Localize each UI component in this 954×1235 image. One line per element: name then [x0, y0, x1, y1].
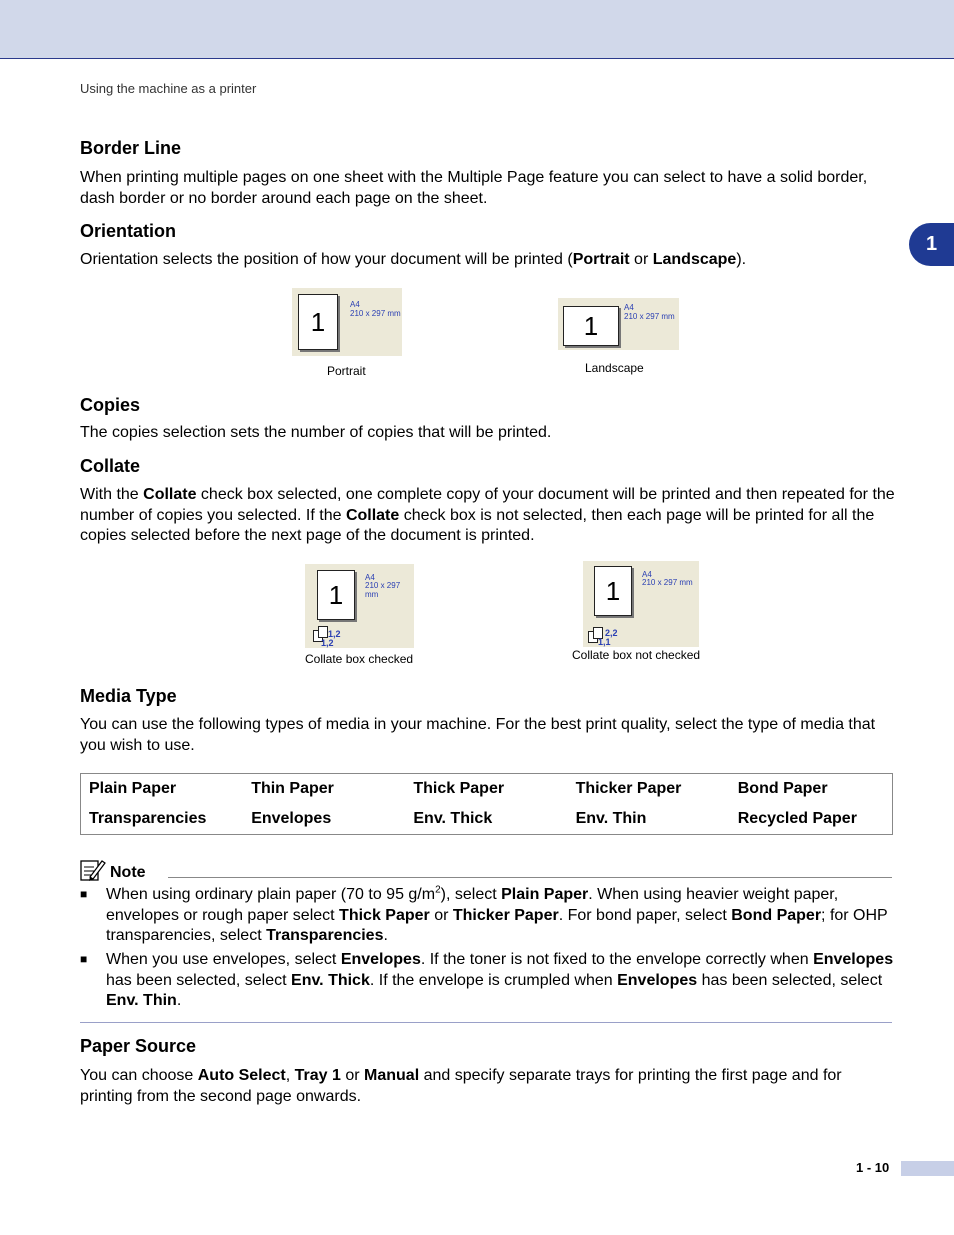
bullet: ■	[80, 887, 88, 901]
border-line-text: When printing multiple pages on one sheet with the Multiple Page feature you can select to have a solid border, dash border or no border around each page on the sheet.	[80, 169, 868, 207]
stack-page-icon	[318, 626, 328, 638]
note-label: Note	[110, 864, 146, 881]
stack-label-top: 2,2	[605, 628, 618, 638]
paper-size: 210 x 297 mm	[624, 312, 675, 321]
collate-unchecked-image	[583, 561, 699, 647]
paper-name: A4	[350, 300, 360, 309]
note-header	[80, 858, 146, 882]
heading-paper-source: Paper Source	[80, 1036, 197, 1056]
page-number: 1	[298, 294, 338, 350]
paper-size: 210 x 297 mm	[642, 578, 693, 587]
media-type-text: You can use the following types of media in your machine. For the best print quality, select the type of media that you wish to use.	[80, 716, 876, 754]
collate-unchecked-caption: Collate box not checked	[572, 648, 701, 662]
page-number: 1	[317, 570, 355, 620]
stack-label-bottom: 1,1	[598, 637, 611, 647]
paper-size: 210 x 297 mm	[350, 309, 401, 318]
heading-media-type: Media Type	[80, 686, 177, 706]
chapter-tab: 1	[909, 223, 954, 266]
bullet: ■	[80, 952, 88, 966]
header-band	[0, 0, 954, 59]
landscape-image	[558, 298, 679, 350]
table-cell: Plain Paper	[89, 780, 177, 797]
orientation-text: Orientation selects the position of how your document will be printed (Portrait or Landscape).	[80, 251, 747, 268]
running-title: Using the machine as a printer	[80, 81, 257, 96]
note-end-rule	[80, 1022, 892, 1023]
note-divider	[168, 877, 892, 878]
paper-source-text: You can choose Auto Select, Tray 1 or Manual and specify separate trays for printing the first page and for printing from the second page onwards.	[80, 1067, 842, 1105]
heading-orientation: Orientation	[80, 221, 177, 241]
note-pencil-icon	[80, 858, 106, 882]
landscape-caption: Landscape	[585, 361, 644, 375]
paper-name: A4	[642, 570, 652, 579]
table-cell: Env. Thick	[413, 810, 493, 827]
stack-label-top: 1,2	[328, 629, 341, 639]
page-number: 1	[563, 306, 619, 346]
note-item-2: When you use envelopes, select Envelopes. If the toner is not fixed to the envelope correctly when Envelopes has been selected, select Env. Thick. If the envelope is crumpled when Envelopes has been selected, select Env. Thin.	[106, 951, 894, 1009]
collate-checked-caption: Collate box checked	[305, 652, 414, 666]
table-row	[81, 804, 893, 835]
table-cell: Thick Paper	[413, 780, 505, 797]
table-cell: Thin Paper	[251, 780, 334, 797]
table-cell: Bond Paper	[737, 780, 828, 797]
paper-name: A4	[365, 573, 375, 582]
copies-text: The copies selection sets the number of copies that will be printed.	[80, 424, 552, 441]
paper-size: 210 x 297 mm	[365, 581, 401, 599]
stack-label-bottom: 1,2	[321, 638, 334, 648]
heading-border-line: Border Line	[80, 138, 182, 158]
portrait-caption: Portrait	[327, 364, 366, 378]
table-cell: Env. Thin	[575, 810, 647, 827]
page-number: 1	[594, 566, 632, 616]
table-cell: Thicker Paper	[575, 780, 682, 797]
paper-name: A4	[624, 303, 634, 312]
table-row	[81, 774, 893, 805]
collate-text: With the Collate check box selected, one complete copy of your document will be printed and then repeated for the number of copies you selected. If the Collate check box is not selected, then each page will be printed for all the copies selected before the next page of the document is printed.	[80, 486, 895, 544]
footer-bar	[901, 1161, 954, 1176]
collate-checked-image	[305, 564, 414, 648]
table-cell: Envelopes	[251, 810, 332, 827]
page-number-footer: 1 - 10	[856, 1160, 890, 1175]
table-cell: Transparencies	[89, 810, 207, 827]
note-item-1: When using ordinary plain paper (70 to 95 $g/m^2$), select Plain Paper. When using heavier weight paper, envelopes or rough paper select Thick Paper or Thicker Paper. For bond paper, select Bond Paper; for OHP transparencies, select Transparencies.	[106, 884, 888, 944]
table-cell: Recycled Paper	[737, 810, 857, 827]
portrait-image	[292, 288, 402, 356]
heading-copies: Copies	[80, 395, 141, 415]
heading-collate: Collate	[80, 456, 141, 476]
media-type-table	[80, 773, 893, 835]
